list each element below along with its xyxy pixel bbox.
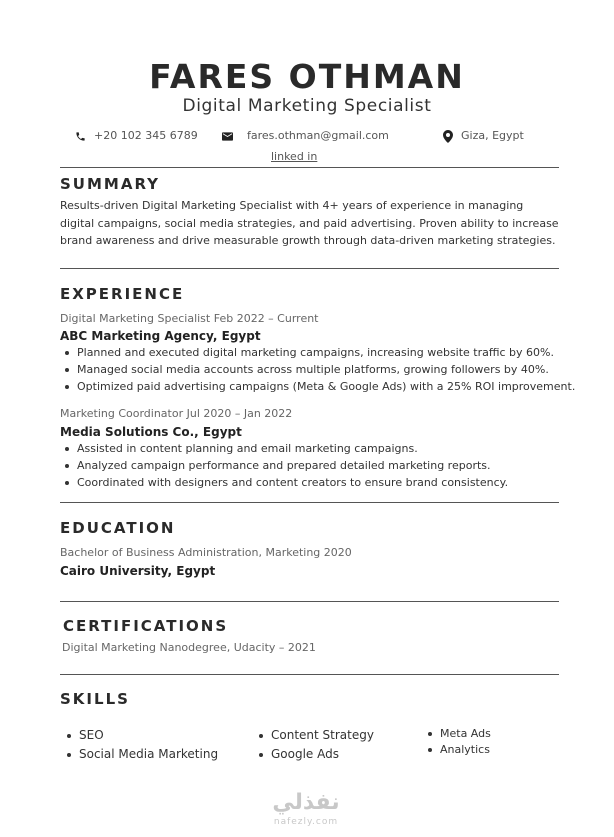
skill-item: Meta Ads (424, 726, 491, 742)
divider (60, 674, 559, 675)
contact-location (443, 128, 524, 144)
watermark-latin: nafezly.com (273, 817, 339, 827)
education-school: Cairo University, Egypt (60, 564, 216, 578)
summary-heading: SUMMARY (60, 175, 161, 193)
skill-item: Google Ads (255, 745, 374, 764)
divider (60, 601, 559, 602)
skills-column (255, 726, 374, 764)
divider (60, 167, 559, 168)
linkedin-link[interactable]: linked in (271, 150, 318, 163)
phone-text: +20 102 345 6789 (94, 129, 198, 142)
job-meta: Digital Marketing Specialist Feb 2022 – Current (60, 312, 319, 325)
list-item: Planned and executed digital marketing campaigns, increasing website traffic by 60%. (60, 344, 575, 361)
list-item: Assisted in content planning and email marketing campaigns. (60, 440, 508, 457)
skill-item: SEO (63, 726, 218, 745)
job-bullets (60, 344, 575, 395)
location-text: Giza, Egypt (461, 129, 524, 142)
map-pin-icon (443, 130, 453, 143)
phone-icon (75, 131, 86, 142)
list-item: Optimized paid advertising campaigns (Meta & Google Ads) with a 25% ROI improvement. (60, 378, 575, 395)
summary-text: Results-driven Digital Marketing Specialist with 4+ years of experience in managing digital campaigns, social media strategies, and paid advertising. Proven ability to increase brand awareness and drive measurable growth through data-driven marketing strategies. (60, 199, 559, 247)
list-item: Analyzed campaign performance and prepared detailed marketing reports. (60, 457, 508, 474)
skill-item: Social Media Marketing (63, 745, 218, 764)
divider (60, 502, 559, 503)
skill-item: Analytics (424, 742, 491, 758)
experience-heading: EXPERIENCE (60, 285, 185, 303)
certification-item: Digital Marketing Nanodegree, Udacity – 2021 (62, 641, 316, 654)
job-meta: Marketing Coordinator Jul 2020 – Jan 2022 (60, 407, 293, 420)
list-item: Managed social media accounts across multiple platforms, growing followers by 40%. (60, 361, 575, 378)
education-degree: Bachelor of Business Administration, Marketing 2020 (60, 546, 352, 559)
skill-item: Content Strategy (255, 726, 374, 745)
envelope-icon (222, 132, 233, 141)
candidate-role: Digital Marketing Specialist (182, 96, 432, 116)
candidate-name: FARES OTHMAN (149, 57, 465, 96)
contact-phone (75, 128, 198, 144)
email-link[interactable]: fares.othman@gmail.com (247, 129, 389, 142)
watermark-logo (266, 790, 346, 828)
education-heading: EDUCATION (60, 519, 176, 537)
contact-email (222, 128, 389, 144)
divider (60, 268, 559, 269)
skills-column (63, 726, 218, 764)
skills-column (424, 726, 491, 758)
job-company: ABC Marketing Agency, Egypt (60, 329, 261, 343)
job-company: Media Solutions Co., Egypt (60, 425, 242, 439)
certifications-heading: CERTIFICATIONS (63, 617, 229, 635)
list-item: Coordinated with designers and content creators to ensure brand consistency. (60, 474, 508, 491)
job-bullets (60, 440, 508, 491)
skills-heading: SKILLS (60, 690, 130, 708)
watermark-arabic: نفذلي (272, 790, 340, 815)
